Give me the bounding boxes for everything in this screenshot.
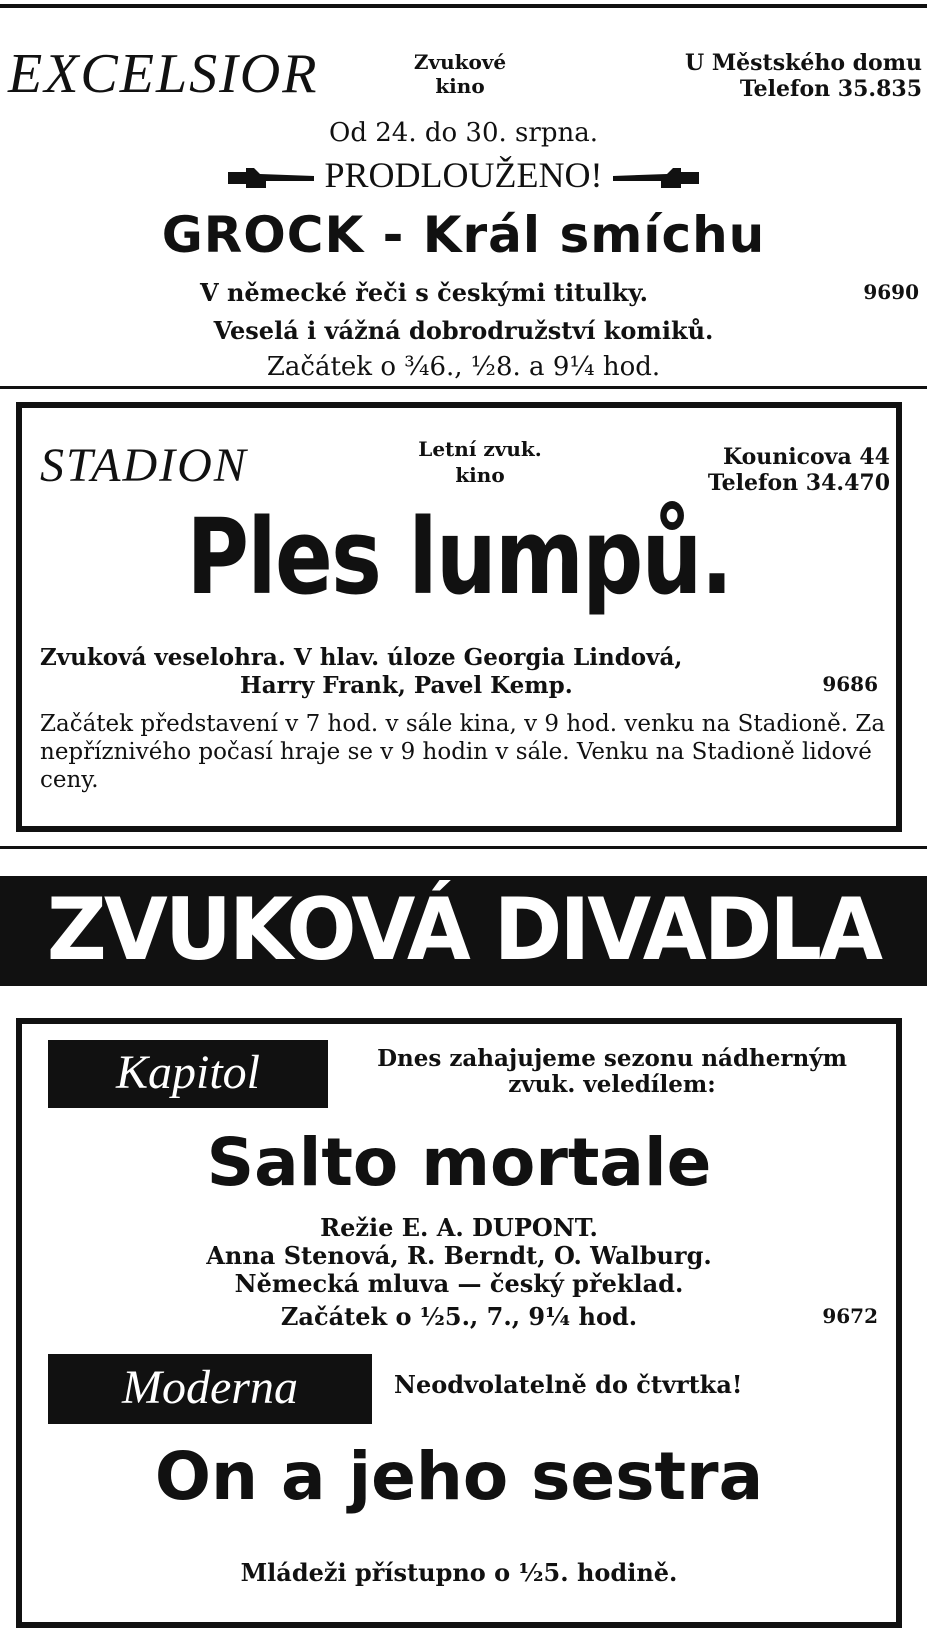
season-intro: Dnes zahajujeme sezonu nádherným zvuk. veledílem: <box>377 1045 847 1098</box>
kind-line: Letní zvuk. <box>418 437 542 461</box>
film-description: Veselá i vážná dobrodružství komiků. <box>213 316 714 345</box>
cinema-name: EXCELSIOR <box>8 43 319 105</box>
cinema-kind <box>405 50 515 98</box>
address-line: Kounicova 44 <box>722 444 890 470</box>
phone-line: Telefon 35.835 <box>739 76 922 102</box>
cast-line: Anna Stenová, R. Berndt, O. Walburg. <box>206 1241 712 1270</box>
banner-heading: ZVUKOVÁ DIVADLA <box>46 880 881 980</box>
run-note: Neodvolatelně do čtvrtka! <box>394 1370 743 1399</box>
film-title: Ples lumpů. <box>186 496 732 618</box>
cinema-address <box>642 444 890 496</box>
divider-rule <box>0 846 927 849</box>
pointing-hand-left-icon <box>611 166 701 192</box>
prolonged-text: PRODLOUŽENO! <box>324 155 603 195</box>
showtimes: Začátek o ½5., 7., 9¼ hod. <box>280 1302 638 1331</box>
film-title: Salto mortale <box>206 1124 712 1201</box>
cast-line: Harry Frank, Pavel Kemp. <box>240 672 573 699</box>
admission-note: Mládeži přístupno o ½5. hodině. <box>240 1558 678 1587</box>
pointing-hand-right-icon <box>226 166 316 192</box>
ad-code: 9672 <box>822 1304 878 1328</box>
ad-code: 9690 <box>863 280 919 304</box>
ad-code: 9686 <box>822 672 878 696</box>
cast-line: Zvuková veselohra. V hlav. úloze Georgia Lindová, <box>40 644 683 671</box>
divider-rule <box>0 386 927 389</box>
showtime-info: Začátek představení v 7 hod. v sále kina, v 9 hod. venku na Stadioně. Za nepříznivého počasí hraje se v 9 hodin v sále. Venku na Stadioně lidové ceny. <box>40 711 886 793</box>
prolonged-headline <box>0 154 927 196</box>
address-line: U Městského domu <box>684 50 922 76</box>
kapitol-logo: Kapitol <box>48 1040 328 1108</box>
theaters-box <box>16 1018 902 1628</box>
film-title: On a jeho sestra <box>154 1438 764 1515</box>
run-dates: Od 24. do 30. srpna. <box>329 118 598 148</box>
kind-line: Zvukové <box>413 50 507 74</box>
kind-line: kino <box>455 463 505 487</box>
kind-line: kino <box>435 74 485 98</box>
stadion-ad <box>16 402 902 832</box>
cinema-address <box>612 50 922 102</box>
excelsior-ad <box>0 14 927 382</box>
film-cast <box>40 644 890 700</box>
language-line: Německá mluva — český překlad. <box>234 1269 684 1298</box>
cinema-kind <box>400 436 560 488</box>
film-title: GROCK - Král smíchu <box>161 206 766 264</box>
director-line: Režie E. A. DUPONT. <box>320 1213 598 1242</box>
language-note: V německé řeči s českými titulky. <box>200 278 648 307</box>
film-credits <box>22 1214 896 1298</box>
moderna-logo: Moderna <box>48 1354 372 1424</box>
sound-theaters-banner <box>0 876 927 986</box>
phone-line: Telefon 34.470 <box>707 470 890 496</box>
showtimes: Začátek o ¾6., ½8. a 9¼ hod. <box>266 352 661 382</box>
top-rule <box>0 4 927 8</box>
cinema-name: STADION <box>40 439 248 492</box>
